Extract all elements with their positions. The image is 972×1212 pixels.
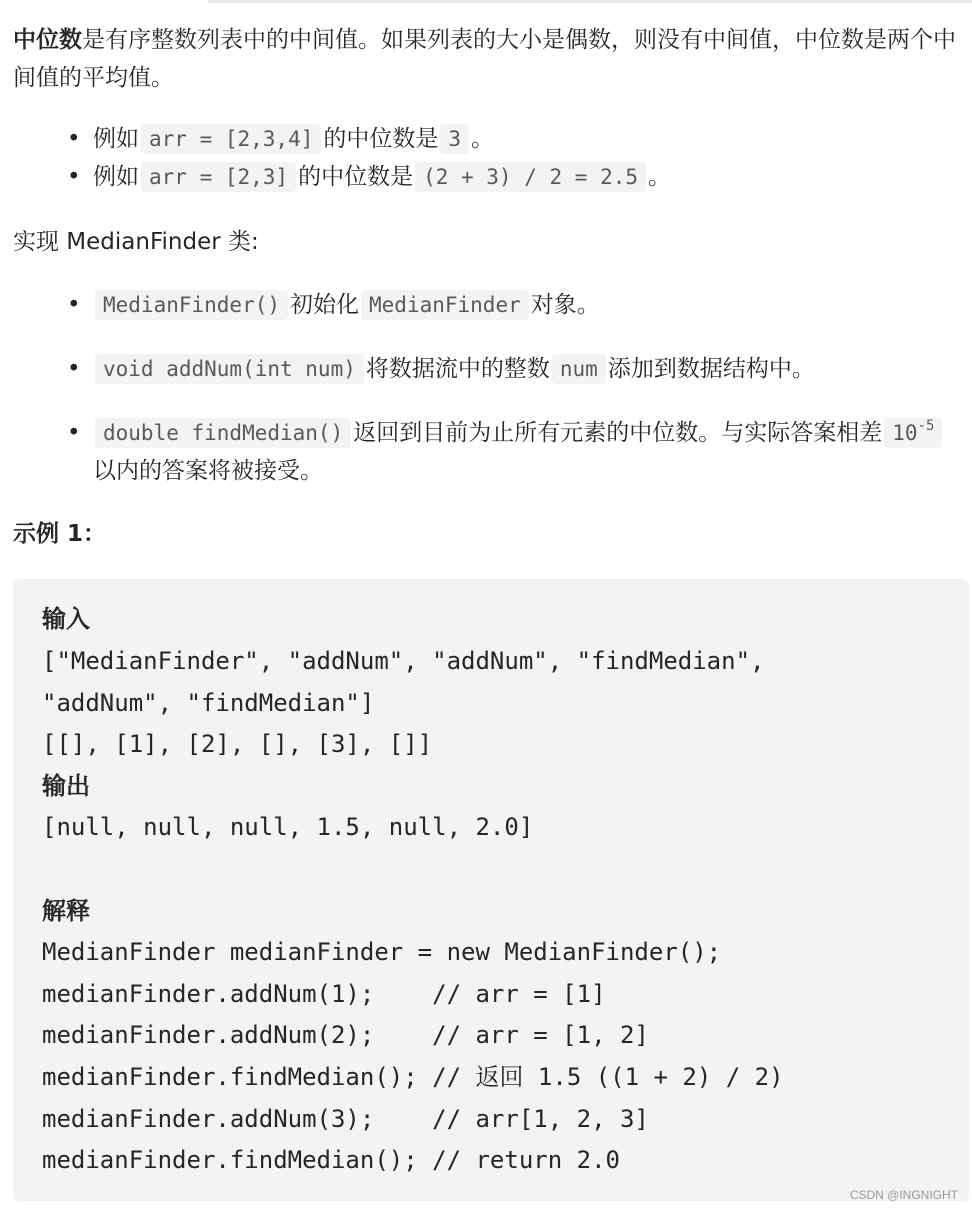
top-divider [208, 0, 972, 3]
output-label: 输出 [42, 772, 90, 800]
code-line: medianFinder.addNum(3); // arr[1, 2, 3] [42, 1105, 649, 1133]
bullet-icon: • [67, 164, 81, 190]
example-suffix: 。 [648, 164, 672, 190]
list-item [0, 350, 958, 388]
list-item [0, 286, 958, 324]
inline-code: double findMedian() [95, 418, 351, 448]
example-mid: 的中位数是 [323, 126, 439, 152]
code-line: "addNum", "findMedian"] [42, 689, 375, 717]
list-item [0, 414, 958, 490]
inline-code [884, 418, 942, 448]
api-list [0, 286, 958, 516]
inline-code: arr = [2,3] [141, 162, 296, 192]
code-line: medianFinder.findMedian(); // return 2.0 [42, 1146, 620, 1174]
inline-code: 3 [440, 124, 469, 154]
explain-label: 解释 [42, 897, 90, 925]
example-prefix: 例如 [93, 126, 139, 152]
intro-term: 中位数 [13, 27, 82, 53]
code-exponent: -5 [917, 418, 935, 434]
example-suffix: 。 [471, 126, 495, 152]
code-line: medianFinder.findMedian(); // 返回 1.5 ((1 + 2) / 2) [42, 1063, 784, 1091]
code-line: [[], [1], [2], [], [3], []] [42, 730, 433, 758]
code-line: MedianFinder medianFinder = new MedianFinder(); [42, 938, 722, 966]
code-line: medianFinder.addNum(1); // arr = [1] [42, 980, 606, 1008]
inline-code: (2 + 3) / 2 = 2.5 [415, 162, 646, 192]
implement-text: 实现 MedianFinder 类: [13, 229, 259, 255]
code-block [13, 579, 969, 1201]
example-prefix: 例如 [93, 164, 139, 190]
list-item [0, 120, 958, 158]
inline-code: MedianFinder() [95, 290, 288, 320]
example-mid: 的中位数是 [298, 164, 414, 190]
api-text: 以内的答案将被接受。 [93, 458, 323, 484]
watermark: CSDN @INGNIGHT [849, 1188, 958, 1202]
bullet-icon: • [67, 356, 81, 382]
code-line: medianFinder.addNum(2); // arr = [1, 2] [42, 1021, 649, 1049]
inline-code: MedianFinder [361, 290, 529, 320]
input-label: 输入 [42, 605, 90, 633]
inline-code: num [552, 354, 606, 384]
inline-code: void addNum(int num) [95, 354, 364, 384]
api-text: 对象。 [530, 292, 600, 318]
code-line: [null, null, null, 1.5, null, 2.0] [42, 813, 534, 841]
example-title: 示例 1： [13, 521, 107, 547]
code-base: 10 [892, 421, 918, 445]
bullet-icon: • [67, 126, 81, 152]
api-text: 添加到数据结构中。 [607, 356, 815, 382]
example-list [0, 120, 958, 196]
intro-paragraph [13, 21, 958, 97]
list-item [0, 158, 958, 196]
bullet-icon: • [67, 292, 81, 318]
api-text: 初始化 [290, 292, 360, 318]
api-text: 返回到目前为止所有元素的中位数。与实际答案相差 [353, 420, 883, 446]
bullet-icon: • [67, 420, 81, 446]
code-line: ["MedianFinder", "addNum", "addNum", "findMedian", [42, 647, 765, 675]
inline-code: arr = [2,3,4] [141, 124, 321, 154]
api-text: 将数据流中的整数 [365, 356, 550, 382]
intro-text: 是有序整数列表中的中间值。如果列表的大小是偶数，则没有中间值，中位数是两个中间值的平均值。 [13, 27, 956, 91]
